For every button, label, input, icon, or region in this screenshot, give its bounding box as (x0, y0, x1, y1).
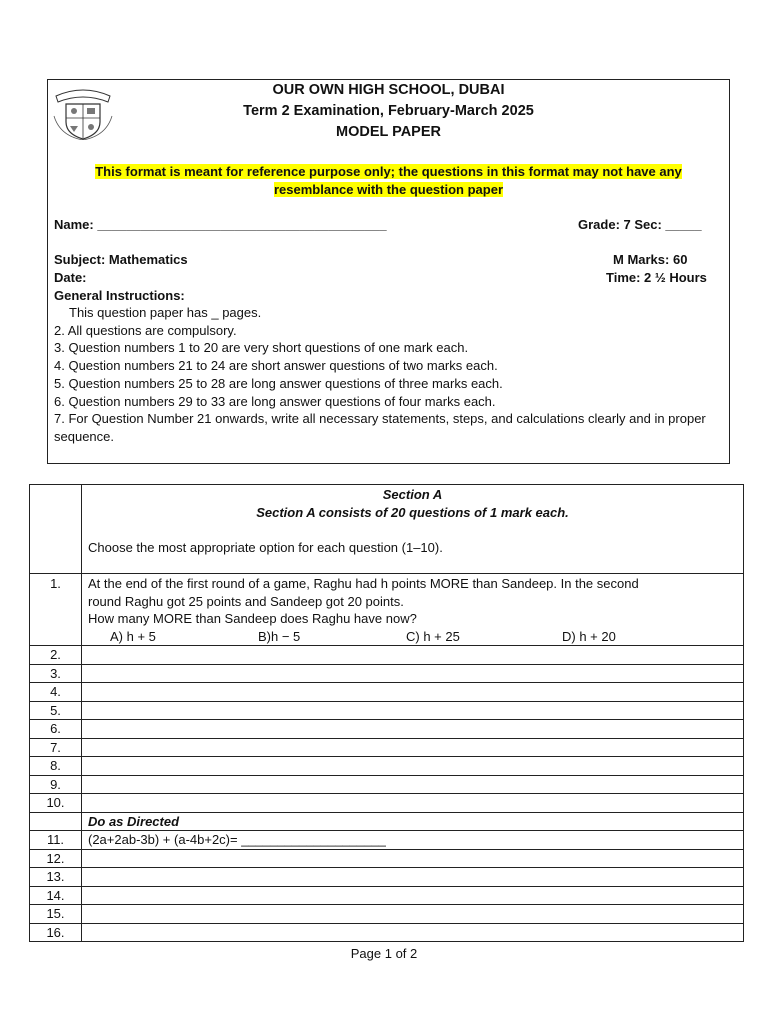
paper-type: MODEL PAPER (335, 124, 441, 140)
instruction-item: 4. Question numbers 21 to 24 are short answer questions of two marks each. (54, 358, 498, 374)
question-body (82, 868, 744, 887)
section-header-row (30, 485, 744, 574)
question-row (30, 886, 744, 905)
do-as-directed-heading: Do as Directed (82, 812, 744, 831)
question-body (82, 574, 744, 646)
question-body: (2a+2ab-3b) + (a-4b+2c)= ____________________ (82, 831, 744, 850)
section-title: Section A (382, 487, 443, 502)
exam-title: Term 2 Examination, February-March 2025 (243, 103, 534, 119)
question-row (30, 831, 744, 850)
choose-instruction: Choose the most appropriate option for each question (1–10). (88, 540, 443, 555)
reference-note (47, 163, 730, 199)
question-number: 14. (30, 886, 82, 905)
question-body (82, 738, 744, 757)
question-row (30, 720, 744, 739)
question-row (30, 849, 744, 868)
answer-options (88, 628, 737, 646)
question-line: round Raghu got 25 points and Sandeep got 20 points. (88, 593, 404, 609)
question-number: 12. (30, 849, 82, 868)
question-line: How many MORE than Sandeep does Raghu have now? (88, 611, 417, 626)
option-d: D) h + 20 (562, 628, 616, 644)
instruction-item: 7. For Question Number 21 onwards, write all necessary statements, steps, and calculations clearly and in proper sequence. (54, 411, 706, 444)
question-body (82, 923, 744, 942)
question-body (82, 701, 744, 720)
question-number: 3. (30, 664, 82, 683)
time-label: Time: 2 ½ Hours (606, 270, 707, 285)
question-row (30, 923, 744, 942)
question-number: 9. (30, 775, 82, 794)
question-body (82, 646, 744, 665)
instructions-title: General Instructions: (54, 288, 185, 303)
question-body (82, 886, 744, 905)
option-c: C) h + 25 (406, 628, 460, 644)
question-row (30, 738, 744, 757)
subsection-row (30, 812, 744, 831)
question-row (30, 905, 744, 924)
question-number: 5. (30, 701, 82, 720)
question-row (30, 757, 744, 776)
name-field-label: Name: ________________________________________ (54, 217, 387, 232)
instruction-item: 5. Question numbers 25 to 28 are long answer questions of three marks each. (54, 375, 503, 391)
empty-number-cell (30, 485, 82, 574)
question-number: 7. (30, 738, 82, 757)
section-header-cell (82, 485, 744, 574)
question-row (30, 646, 744, 665)
question-number: 16. (30, 923, 82, 942)
question-body (82, 664, 744, 683)
title-block (47, 80, 730, 143)
question-body (82, 683, 744, 702)
note-line-1: This format is meant for reference purpose only; the questions in this format may not have any (95, 164, 682, 179)
question-line: At the end of the first round of a game, Raghu had h points MORE than Sandeep. In the second (88, 576, 639, 591)
question-row (30, 775, 744, 794)
note-line-2: resemblance with the question paper (274, 182, 503, 197)
question-row (30, 574, 744, 646)
instruction-item: 6. Question numbers 29 to 33 are long answer questions of four marks each. (54, 393, 496, 409)
instruction-item: 3. Question numbers 1 to 20 are very short questions of one mark each. (54, 340, 469, 356)
question-row (30, 868, 744, 887)
question-row (30, 664, 744, 683)
option-b: B)h − 5 (258, 628, 301, 644)
question-number: 15. (30, 905, 82, 924)
question-body (82, 757, 744, 776)
empty-number-cell (30, 812, 82, 831)
school-name: OUR OWN HIGH SCHOOL, DUBAI (272, 82, 505, 98)
question-table (29, 484, 744, 942)
question-number: 4. (30, 683, 82, 702)
section-subtitle: Section A consists of 20 questions of 1 mark each. (256, 504, 569, 520)
question-body (82, 720, 744, 739)
max-marks-label: M Marks: 60 (613, 252, 688, 267)
option-a: A) h + 5 (110, 628, 156, 644)
page-footer: Page 1 of 2 (350, 946, 418, 961)
question-body (82, 849, 744, 868)
instruction-item: 2. All questions are compulsory. (54, 322, 237, 338)
question-number: 11. (30, 831, 82, 850)
date-label: Date: (54, 270, 87, 285)
question-number: 13. (30, 868, 82, 887)
subject-label: Subject: Mathematics (54, 252, 188, 267)
instruction-item: This question paper has _ pages. (69, 305, 262, 320)
question-body (82, 905, 744, 924)
question-number: 2. (30, 646, 82, 665)
question-number: 10. (30, 794, 82, 813)
grade-field-label: Grade: 7 Sec: _____ (578, 217, 702, 232)
question-row (30, 794, 744, 813)
question-row (30, 683, 744, 702)
question-number: 8. (30, 757, 82, 776)
question-body (82, 794, 744, 813)
question-body (82, 775, 744, 794)
question-number: 6. (30, 720, 82, 739)
question-row (30, 701, 744, 720)
question-number: 1. (30, 574, 82, 646)
instructions-list (54, 304, 726, 446)
